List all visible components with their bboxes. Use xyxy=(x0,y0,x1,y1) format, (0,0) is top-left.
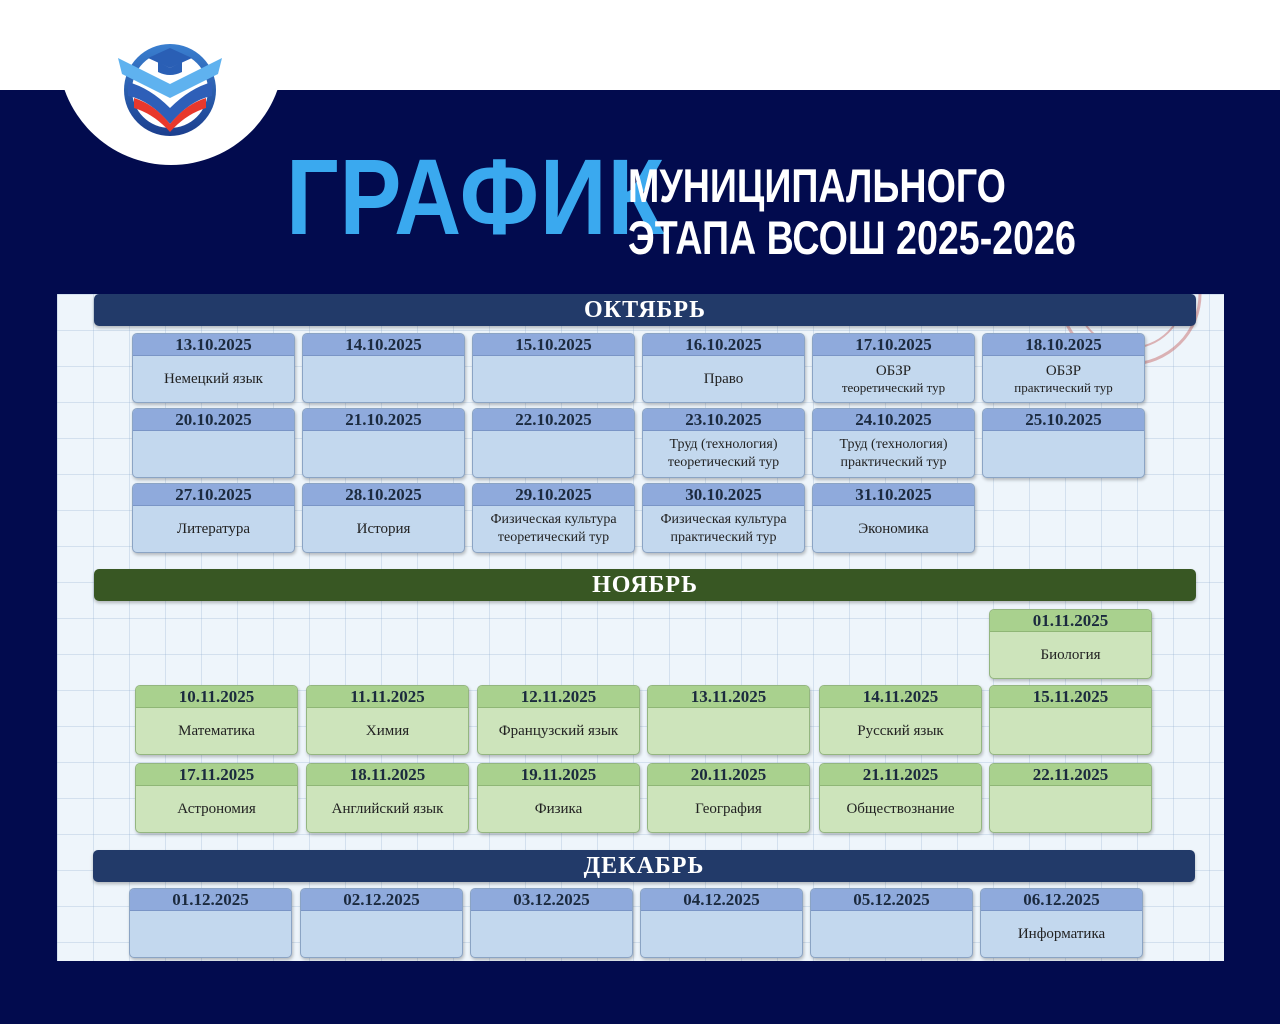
cell-subject-area xyxy=(983,356,1144,402)
cell-date: 12.11.2025 xyxy=(478,686,639,708)
cell-subject-area xyxy=(990,632,1151,678)
october-day-cell xyxy=(132,483,295,553)
title-schedule: ГРАФИК xyxy=(286,136,666,257)
cell-subject: ОБЗР xyxy=(875,363,912,379)
cell-subject: Математика xyxy=(178,723,255,739)
december-day-cell xyxy=(300,888,463,958)
cell-date: 14.11.2025 xyxy=(820,686,981,708)
cell-date: 13.10.2025 xyxy=(133,334,294,356)
cell-subject-area xyxy=(133,431,294,477)
cell-subject: Биология xyxy=(1040,647,1101,663)
november-day-cell xyxy=(477,763,640,833)
october-day-cell xyxy=(472,408,635,478)
title-line-2: ЭТАПА ВСОШ 2025-2026 xyxy=(628,211,1076,264)
cell-date: 21.10.2025 xyxy=(303,409,464,431)
cell-subject-area xyxy=(820,786,981,832)
november-day-cell xyxy=(647,685,810,755)
cell-subject: Информатика xyxy=(1017,926,1106,942)
december-day-cell xyxy=(129,888,292,958)
title-line-1: МУНИЦИПАЛЬНОГО xyxy=(628,159,1006,212)
october-day-cell xyxy=(982,408,1145,478)
november-day-cell xyxy=(989,609,1152,679)
october-day-cell xyxy=(132,333,295,403)
cell-date: 15.10.2025 xyxy=(473,334,634,356)
cell-subject: Право xyxy=(703,371,744,387)
cell-subject-area xyxy=(473,356,634,402)
cell-subject-area xyxy=(303,356,464,402)
schedule-panel xyxy=(57,294,1224,961)
cell-subject: Астрономия xyxy=(177,801,256,817)
november-day-cell xyxy=(306,685,469,755)
cell-subject: Труд (технология) xyxy=(669,437,778,452)
cell-date: 28.10.2025 xyxy=(303,484,464,506)
november-day-cell xyxy=(647,763,810,833)
cell-date: 30.10.2025 xyxy=(643,484,804,506)
cell-subject: География xyxy=(695,801,762,817)
december-day-cell xyxy=(470,888,633,958)
cell-subject-area xyxy=(133,356,294,402)
cell-subject: История xyxy=(356,521,411,537)
cell-date: 24.10.2025 xyxy=(813,409,974,431)
cell-subject: Физическая культура xyxy=(490,512,617,527)
cell-subject-area xyxy=(643,506,804,552)
october-day-cell xyxy=(642,483,805,553)
november-day-cell xyxy=(135,763,298,833)
cell-subject-area xyxy=(990,786,1151,832)
cell-subject: Немецкий язык xyxy=(164,371,263,387)
cell-date: 05.12.2025 xyxy=(811,889,972,911)
cell-subject-area xyxy=(641,911,802,957)
cell-subject: Английский язык xyxy=(331,801,444,817)
november-day-cell xyxy=(989,763,1152,833)
cell-subject: Обществознание xyxy=(846,801,955,817)
cell-date: 17.11.2025 xyxy=(136,764,297,786)
cell-note: теоретический тур xyxy=(497,530,610,545)
cell-subject-area xyxy=(473,431,634,477)
cell-note: практический тур xyxy=(670,530,777,545)
october-day-cell xyxy=(812,333,975,403)
cell-subject: Литература xyxy=(176,521,251,537)
cell-subject-area xyxy=(471,911,632,957)
october-day-cell xyxy=(132,408,295,478)
october-day-cell xyxy=(302,483,465,553)
november-day-cell xyxy=(819,763,982,833)
cell-date: 20.11.2025 xyxy=(648,764,809,786)
cell-subject: Русский язык xyxy=(857,723,944,739)
october-day-cell xyxy=(302,333,465,403)
cell-note: практический тур xyxy=(1014,380,1113,395)
cell-subject: Экономика xyxy=(858,521,929,537)
cell-date: 06.12.2025 xyxy=(981,889,1142,911)
cell-subject-area xyxy=(643,356,804,402)
cell-subject-area xyxy=(811,911,972,957)
october-day-cell xyxy=(812,408,975,478)
cell-date: 22.10.2025 xyxy=(473,409,634,431)
cell-subject-area xyxy=(981,911,1142,957)
november-header: НОЯБРЬ xyxy=(94,569,1196,601)
december-day-cell xyxy=(810,888,973,958)
cell-date: 22.11.2025 xyxy=(990,764,1151,786)
cell-date: 02.12.2025 xyxy=(301,889,462,911)
november-day-cell xyxy=(819,685,982,755)
october-day-cell xyxy=(642,333,805,403)
october-day-cell xyxy=(642,408,805,478)
december-day-cell xyxy=(640,888,803,958)
cell-subject-area xyxy=(133,506,294,552)
olympiad-book-cap-icon xyxy=(114,38,226,138)
cell-subject: Физика xyxy=(534,801,583,817)
december-day-cell xyxy=(980,888,1143,958)
october-day-cell xyxy=(472,483,635,553)
cell-date: 20.10.2025 xyxy=(133,409,294,431)
cell-subject-area xyxy=(820,708,981,754)
october-header: ОКТЯБРЬ xyxy=(94,294,1196,326)
cell-date: 15.11.2025 xyxy=(990,686,1151,708)
november-day-cell xyxy=(135,685,298,755)
cell-date: 19.11.2025 xyxy=(478,764,639,786)
cell-note: теоретический тур xyxy=(667,455,780,470)
cell-subject-area xyxy=(983,431,1144,477)
cell-subject-area xyxy=(648,708,809,754)
cell-date: 18.10.2025 xyxy=(983,334,1144,356)
cell-date: 31.10.2025 xyxy=(813,484,974,506)
cell-subject-area xyxy=(136,786,297,832)
cell-subject-area xyxy=(478,786,639,832)
cell-date: 04.12.2025 xyxy=(641,889,802,911)
october-day-cell xyxy=(812,483,975,553)
november-day-cell xyxy=(306,763,469,833)
cell-date: 27.10.2025 xyxy=(133,484,294,506)
cell-date: 18.11.2025 xyxy=(307,764,468,786)
cell-subject: ОБЗР xyxy=(1045,363,1082,379)
cell-subject: Химия xyxy=(365,723,410,739)
cell-date: 01.11.2025 xyxy=(990,610,1151,632)
cell-subject-area xyxy=(813,356,974,402)
cell-subject-area xyxy=(303,431,464,477)
cell-subject-area xyxy=(643,431,804,477)
cell-subject-area xyxy=(473,506,634,552)
cell-subject: Физическая культура xyxy=(660,512,787,527)
october-day-cell xyxy=(472,333,635,403)
title-subtitle xyxy=(628,160,1076,264)
cell-subject-area xyxy=(813,431,974,477)
cell-date: 25.10.2025 xyxy=(983,409,1144,431)
cell-date: 29.10.2025 xyxy=(473,484,634,506)
cell-subject-area xyxy=(301,911,462,957)
cell-subject-area xyxy=(303,506,464,552)
cell-note: теоретический тур xyxy=(841,380,946,395)
cell-subject: Французский язык xyxy=(498,723,619,739)
cell-note: практический тур xyxy=(840,455,947,470)
cell-date: 11.11.2025 xyxy=(307,686,468,708)
december-header: ДЕКАБРЬ xyxy=(93,850,1195,882)
cell-subject-area xyxy=(813,506,974,552)
cell-date: 21.11.2025 xyxy=(820,764,981,786)
cell-date: 03.12.2025 xyxy=(471,889,632,911)
cell-date: 17.10.2025 xyxy=(813,334,974,356)
cell-subject-area xyxy=(307,708,468,754)
cell-date: 13.11.2025 xyxy=(648,686,809,708)
cell-subject: Труд (технология) xyxy=(839,437,948,452)
november-day-cell xyxy=(989,685,1152,755)
cell-subject-area xyxy=(307,786,468,832)
cell-date: 14.10.2025 xyxy=(303,334,464,356)
cell-subject-area xyxy=(648,786,809,832)
cell-date: 01.12.2025 xyxy=(130,889,291,911)
cell-subject-area xyxy=(136,708,297,754)
october-day-cell xyxy=(302,408,465,478)
cell-date: 23.10.2025 xyxy=(643,409,804,431)
cell-date: 16.10.2025 xyxy=(643,334,804,356)
cell-date: 10.11.2025 xyxy=(136,686,297,708)
october-day-cell xyxy=(982,333,1145,403)
cell-subject-area xyxy=(130,911,291,957)
cell-subject-area xyxy=(478,708,639,754)
november-day-cell xyxy=(477,685,640,755)
cell-subject-area xyxy=(990,708,1151,754)
